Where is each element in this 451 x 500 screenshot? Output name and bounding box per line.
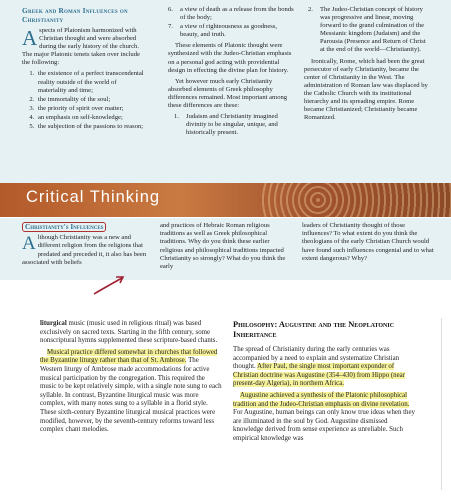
paragraph: Ironically, Rome, which had been the great persecutor of early Christianity, became the center of Christianity in the West. The administration of Roman law was displaced by the Catholic Church with its institutional hierarchy and its spreading empire. Rome became Christianized; Christianity became Romanized. [304, 57, 428, 122]
highlight: Musical practice differed somewhat in churches that followed the Byzantine liturgy rather than that of St. Ambrose. [40, 348, 218, 365]
list-item: 2. the immortality of the soul; [36, 96, 146, 104]
page-edge-rule [441, 318, 442, 490]
critical-column-2: and practices of Hebraic Roman religious traditions as well as Greek philosophical traditions. Why do you think these earlier religious and philosophical traditions impacted Christianity so strongly? What do you think the early [160, 222, 286, 271]
differences-list-continued [304, 6, 432, 55]
intro-paragraph: Aspects of Platonism harmonized with Christian thought and were absorbed during the early history of the church. The major Platonic tenets taken over include the following: [22, 26, 140, 67]
critical-column-3: leaders of Christianity thought of those influences? To what extent do you think the theologians of the early Christian Church would have found such influences congenial and to what extent dangerous? Why? [302, 222, 434, 262]
box-heading: Christianity's Influences [22, 222, 106, 232]
list-item: 4. an emphasis on self-knowledge; [36, 114, 146, 122]
list-item: 7. a view of righteousness as goodness, beauty, and truth. [168, 23, 278, 39]
banner-title: Critical Thinking [26, 188, 161, 206]
paragraph: The spread of Christianity during the early centuries was accompanied by a need to explain and systematize Christian thought. After Paul, the single most important exponder of Christian doctrine was Augustine (354–430) from Hippo (near present-day Algeria), in northern Africa. [233, 346, 406, 388]
bottom-column-left [40, 320, 222, 435]
drop-cap: A [22, 26, 38, 50]
tenets-list [22, 70, 146, 131]
critical-column-1 [22, 222, 148, 267]
paragraph: Although Christianity was a new and different religion from the religions that predated and preceded it, it also has been associated with beliefs [22, 233, 147, 266]
term: liturgical [40, 320, 67, 327]
paragraph: These elements of Platonic thought were synthesized with the Judeo-Christian emphasis on a personal god acting with providential design in effecting the divine plan for history. [168, 42, 292, 74]
banner-ornament [261, 183, 451, 217]
paragraph: liturgical music (music used in religious ritual) was based exclusively on sacred texts. Starting in the fifth century, some nonscriptural hymns supplemented these scripture-based chants. [40, 320, 218, 345]
highlighted-paragraph: Musical practice differed somewhat in churches that followed the Byzantine liturgy rather than that of St. Ambrose. The Western liturgy of Ambrose made accommodations for active musical participation by the congregation. This required the music to be kept relatively simple, with a single note sung to each syllable. In contrast, Byzantine liturgical music was more complex, with many notes sung to a syllable in a florid style. These sixth-century Byzantine liturgical musical practices were modified, however, by the seventh-century reforms toward less complex chant melodies. [40, 348, 222, 434]
list-item: 1. the existence of a perfect transcendental reality outside of the world of materiality and time; [36, 70, 146, 94]
highlighted-paragraph: Augustine achieved a synthesis of the Platonic philosophical tradition and the Judeo-Christian emphasis on divine revelation. For Augustine, human beings can only know true ideas when they are illuminated in the soul by God. Augustine dismissed knowledge derived from sense experience as unreliable. Such empirical knowledge was [233, 391, 415, 442]
differences-list [168, 113, 294, 137]
top-column-2 [168, 6, 294, 138]
top-column-3 [304, 6, 432, 122]
section-heading: Philosophy: Augustine and the Neoplatonic Inheritance [233, 320, 395, 339]
list-item: 3. the priority of spirit over matter; [36, 105, 146, 113]
highlight: After Paul, the single most important exponder of Christian doctrine was Augustine (354–430) from Hippo (near present-day Algeria), in northern Africa. [233, 363, 406, 388]
tenets-list-continued [168, 6, 294, 39]
section-heading: Greek and Roman Influences on Christianity [22, 6, 128, 24]
list-item: 6. a view of death as a release from the bonds of the body; [168, 6, 294, 22]
list-item: 5. the subjection of the passions to reason; [36, 123, 146, 131]
list-item: 1. Judaism and Christianity imagined divinity to be singular, unique, and historically present. [174, 113, 278, 137]
paragraph: Yet however much early Christianity absorbed elements of Greek philosophy differences remained. Most important among these differences are these: [168, 77, 288, 110]
top-column-1 [22, 6, 146, 132]
drop-cap: A [22, 233, 36, 255]
annotation-arrow-icon [92, 274, 132, 298]
bottom-column-right [233, 320, 419, 444]
list-item: 2. The Judeo-Christian concept of history was progressive and linear, moving forward to the grand culmination of the Messianic kingdom (Judaism) and the Parousia (Presence and Return of Christ at the end of the world—Christianity). [308, 6, 426, 54]
highlight: Augustine achieved a synthesis of the Platonic philosophical tradition and the Judeo-Christian emphasis on divine revelation. [233, 391, 410, 408]
